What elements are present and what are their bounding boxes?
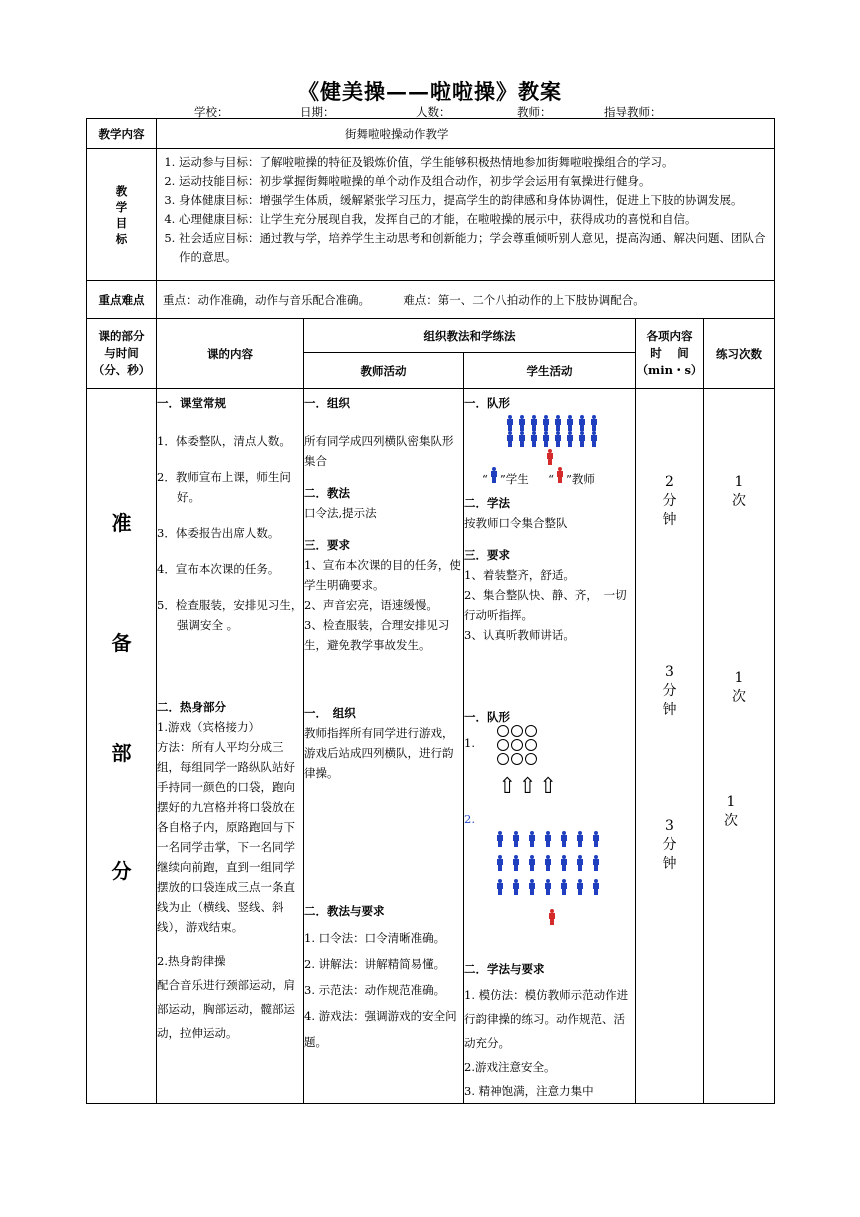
student-figure-icon [593,831,599,847]
grid-circle-icon [525,753,537,765]
student-s5-item: 2.游戏注意安全。 [464,1060,556,1074]
student-figure-icon [519,431,525,447]
section-content: 一．课堂常规 1．体委整队，清点人数。 2．教师宣布上课，师生问好。 3．体委报告出席人数。 4．宣布本次课的任务。 5．检查服装，安排见习生，强调安全 。 二．热身部分 1.游戏（宾格接力） 方法：所有人平均分成三组，每组同学一路纵队站好手持同一颜色的口袋，跑向摆好的九宫格并将口袋放在各自格子内，原路跑回与下一名同学击掌，下一名同学继续向前跑，直到一组同学摆放的口袋连成三点一条直线为止（横线、竖线、斜线），游戏结束。 2.热身韵律操 配合音乐进行颈部运动，肩部运动，胸部运动，髋部运动，拉伸运动。 [157,389,304,1104]
grid-formation: 1. [464,727,635,767]
game-title: 1.游戏（宾格接力） [157,720,260,734]
student-figure-icon [579,415,585,431]
student-figure-icon [591,431,597,447]
header-duration: 各项内容 时 间 （min・s） [636,319,704,389]
grid-circle-icon [497,753,509,765]
teacher-t2: 二．教法 [304,486,350,500]
content-item: 宣布本次课的任务。 [175,562,280,576]
teacher-t5-item: 2. 讲解法：讲解精简易懂。 [304,957,446,971]
student-figure-icon [591,415,597,431]
warmup-title: 2.热身韵律操 [157,954,226,968]
duration-block: 2 分 钟 [662,474,677,528]
formation-2-number: 2. [464,812,475,826]
teacher-t3: 三．要求 [304,538,350,552]
student-figure-icon [529,879,535,895]
objectives-label: 教 学 目 标 [87,149,157,281]
content-item: 教师宣布上课，师生问好。 [175,470,291,504]
student-figure-icon [545,879,551,895]
reps-block: 1 次 [732,670,746,705]
keypoints-label: 重点难点 [87,281,157,319]
student-figure-icon [531,431,537,447]
keypoint-key: 重点：动作准确，动作与音乐配合准确。 [163,292,370,307]
page-title: 《健美操——啦啦操》教案 [298,79,562,104]
grid-circle-icon [497,725,509,737]
objective-item: 3. 身体健康目标：增强学生体质，缓解紧张学习压力，提高学生的韵律感和身体协调性，促进上下肢的协调发展。 [179,191,774,210]
student-figure-icon [593,879,599,895]
student-figure-icon [529,855,535,871]
student-figure-icon [567,415,573,431]
reps-block: 1 次 [732,474,746,509]
student-s3-item: 2、集合整队快、静、齐， 一切行动听指挥。 [464,588,627,622]
grid-circle-icon [511,725,523,737]
content-part2-title: 二．热身部分 [157,700,226,714]
student-figure-icon [513,855,519,871]
student-s5-item: 3. 精神饱满，注意力集中 [464,1084,594,1098]
student-figure-icon [561,879,567,895]
meta-school: 学校： [194,105,229,119]
header-section: 课的部分 与时间 （分、秒） [87,319,157,389]
objective-item: 4. 心理健康目标：让学生充分展现自我，发挥自己的才能，在啦啦操的展示中，获得成功的喜悦和自信。 [179,210,774,229]
student-s1: 一．队形 [464,396,510,410]
student-figure-icon [561,855,567,871]
meta-count: 人数： [416,105,451,119]
student-figure-icon [577,831,583,847]
student-s2-desc: 按教师口令集合整队 [464,516,568,530]
student-figure-icon [513,879,519,895]
student-figure-icon [593,855,599,871]
teacher-t1-desc: 所有同学成四列横队密集队形集合 [304,434,454,468]
student-figure-icon [497,831,503,847]
header-reps: 练习次数 [704,319,775,389]
student-s3-item: 1、着装整齐，舒适。 [464,568,575,582]
formation-diagram-1 [464,415,635,447]
teacher-figure-icon [557,467,563,483]
grid-circle-icon [525,739,537,751]
student-s2: 二．学法 [464,496,510,510]
warmup-desc: 配合音乐进行颈部运动，肩部运动，胸部运动，髋部运动，拉伸运动。 [157,978,295,1040]
header-teacher: 教师活动 [304,353,464,389]
student-figure-icon [543,415,549,431]
objective-item: 2. 运动技能目标：初步掌握街舞啦啦操的单个动作及组合动作，初步学会运用有氧操进行健身。 [179,172,774,191]
reps [704,389,775,1104]
content-item: 体委整队，清点人数。 [175,434,291,448]
formation-legend: “ ”学生 “ ”教师 [464,467,635,489]
student-figure-icon [567,431,573,447]
objective-item: 5. 社会适应目标：通过教与学，培养学生主动思考和创新能力；学会尊重倾听别人意见，提高沟通、解决问题、团队合作的意思。 [179,229,774,267]
section-name: 准 备 部 分 [87,389,157,1104]
student-figure-icon [555,415,561,431]
durations [636,389,704,1104]
student-s3-item: 3、认真听教师讲话。 [464,628,575,642]
student-figure-icon [561,831,567,847]
teacher-t4: 一． 组织 [304,706,356,720]
lesson-plan-table [86,118,775,1104]
header-student: 学生活动 [464,353,636,389]
grid-circle-icon [525,725,537,737]
student-figure-icon [545,855,551,871]
teacher-t4-desc: 教师指挥所有同学进行游戏，游戏后站成四列横队，进行韵律操。 [304,726,454,780]
student-figure-icon [579,431,585,447]
student-figure-icon [543,431,549,447]
duration-block: 3 分 钟 [662,664,677,718]
grid-circle-icon [511,753,523,765]
student-figure-icon [545,831,551,847]
meta-teacher: 教师： [517,105,552,119]
teacher-t5-item: 3. 示范法：动作规范准确。 [304,983,446,997]
student-figure-icon [513,831,519,847]
teacher-figure-icon [549,909,555,925]
student-figure-icon [507,431,513,447]
student-s5-item: 1. 模仿法：模仿教师示范动作进行韵律操的练习。动作规范、活动充分。 [464,988,629,1050]
content-item: 检查服装，安排见习生，强调安全 。 [175,598,303,632]
keypoint-difficulty: 难点：第一、二个八拍动作的上下肢协调配合。 [403,292,645,307]
student-figure-icon [497,879,503,895]
student-s4: 一．队形 [464,710,510,724]
up-arrows-icon: ⇧⇧⇧ [498,774,560,799]
grid-circle-icon [511,739,523,751]
formation2-teacher [464,909,635,925]
content-item: 体委报告出席人数。 [175,526,280,540]
formation-diagram-2 [464,831,635,895]
header-method: 组织教法和学练法 [304,319,636,353]
content-value: 街舞啦啦操动作教学 [157,119,775,149]
meta-date: 日期： [300,105,335,119]
objective-item: 1. 运动参与目标：了解啦啦操的特征及锻炼价值，学生能够积极热情地参加街舞啦啦操组合的学习。 [179,153,774,172]
keypoints-value [157,281,775,319]
teacher-activity [304,389,464,1104]
meta-advisor: 指导教师： [604,105,662,119]
student-activity [464,389,636,1104]
teacher-t5: 二．教法与要求 [304,904,385,918]
student-figure-icon [497,855,503,871]
student-figure-icon [577,855,583,871]
duration-block: 3 分 钟 [662,818,677,872]
teacher-t3-item: 1、宣布本次课的目的任务，使学生明确要求。 [304,558,461,592]
student-figure-icon [519,415,525,431]
nine-grid-icon [496,725,538,767]
teacher-t2-desc: 口令法,提示法 [304,506,377,520]
teacher-t5-item: 1. 口令法：口令清晰准确。 [304,931,446,945]
student-figure-icon [555,431,561,447]
student-s3: 三．要求 [464,548,510,562]
student-figure-icon [531,415,537,431]
content-part1-title: 一．课堂常规 [157,396,226,410]
teacher-t3-item: 3、检查服装，合理安排见习生，避免教学事故发生。 [304,618,450,652]
teacher-t3-item: 2、声音宏亮，语速缓慢。 [304,598,438,612]
teacher-t5-item: 4. 游戏法：强调游戏的安全问题。 [304,1009,457,1049]
student-s5: 二．学法与要求 [464,962,545,976]
grid-circle-icon [497,739,509,751]
objectives-list [157,149,775,281]
formation-teacher [464,449,635,465]
game-desc: 方法：所有人平均分成三组，每组同学一路纵队站好手持同一颜色的口袋，跑向摆好的九宫格并将口袋放在各自格子内，原路跑回与下一名同学击掌，下一名同学继续向前跑，直到一组同学摆放的口袋连成三点一条直线为止（横线、竖线、斜线），游戏结束。 [157,740,295,934]
student-figure-icon [491,467,497,483]
header-content: 课的内容 [157,319,304,389]
content-label: 教学内容 [87,119,157,149]
student-figure-icon [529,831,535,847]
teacher-t1: 一．组织 [304,396,350,410]
student-figure-icon [507,415,513,431]
reps-block: 1 次 [724,794,738,829]
student-figure-icon [577,879,583,895]
teacher-figure-icon [547,449,553,465]
